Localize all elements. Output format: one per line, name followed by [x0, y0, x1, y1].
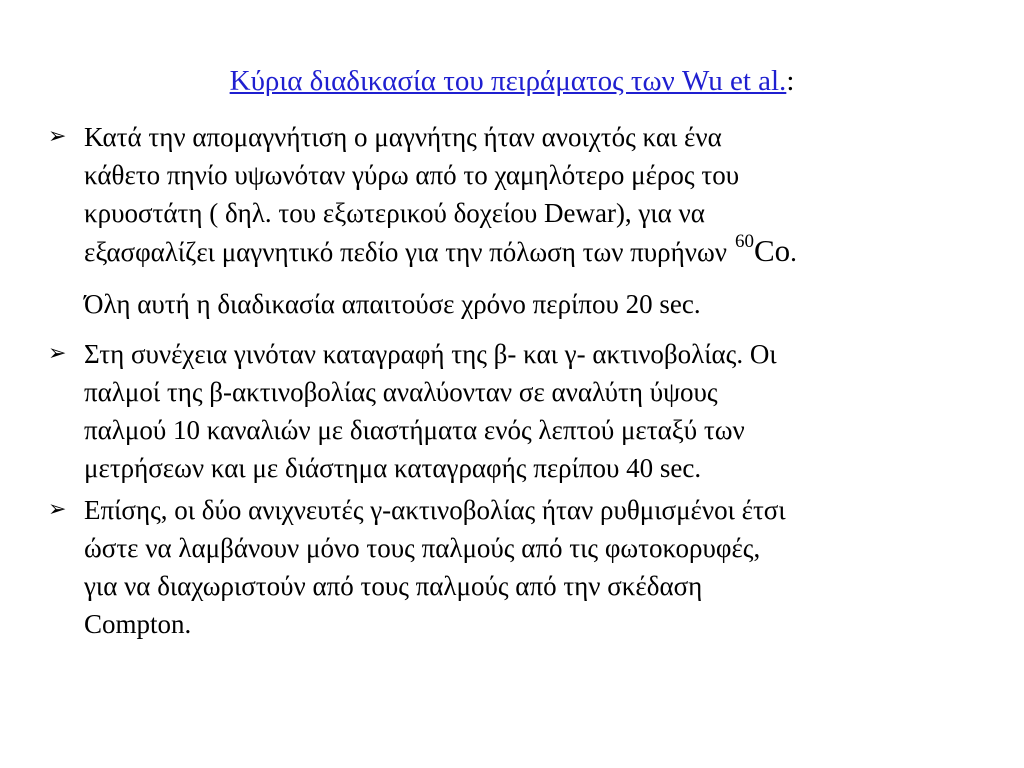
- isotope-element: Co: [753, 233, 791, 268]
- bullet-1-line-2: κάθετο πηνίο υψωνόταν γύρω από το χαμηλότερο μέρος του: [84, 160, 740, 190]
- bullet-2-line-2: παλμοί της β-ακτινοβολίας αναλύονταν σε αναλύτη ύψους: [84, 377, 718, 407]
- bullet-2-line-4: μετρήσεων και με διάστημα καταγραφής περίπου 40 sec.: [84, 453, 702, 483]
- bullet-1-line-3: κρυοστάτη ( δηλ. του εξωτερικού δοχείου Dewar), για να: [84, 198, 705, 228]
- bullet-3-line-2: ώστε να λαμβάνουν μόνο τους παλμούς από τις φωτοκορυφές,: [84, 533, 761, 563]
- bullet-3-line-3: για να διαχωριστούν από τους παλμούς από την σκέδαση: [84, 571, 703, 601]
- slide-body: [48, 118, 998, 643]
- arrow-bullet-icon: ➢: [48, 341, 67, 366]
- bullet-2-line-3: παλμού 10 καναλιών με διαστήματα ενός λεπτού μεταξύ των: [84, 415, 745, 445]
- title-suffix: :: [786, 65, 795, 97]
- bullet-1-continuation: Όλη αυτή η διαδικασία απαιτούσε χρόνο περίπου 20 sec.: [84, 289, 701, 319]
- isotope-label: [735, 232, 797, 271]
- bullet-item-3: [48, 491, 998, 643]
- bullet-1-line-4: [84, 232, 998, 271]
- arrow-bullet-icon: ➢: [48, 124, 67, 149]
- bullet-2-line-1: Στη συνέχεια γινόταν καταγραφή της β- και γ- ακτινοβολίας. Οι: [84, 339, 777, 369]
- bullet-3-line-4: Compton.: [84, 609, 192, 639]
- bullet-1-line-1: Κατά την απομαγνήτιση ο μαγνήτης ήταν ανοιχτός και ένα: [84, 122, 722, 152]
- bullet-3-line-1: Επίσης, οι δύο ανιχνευτές γ-ακτινοβολίας ήταν ρυθμισμένοι έτσι: [84, 495, 786, 525]
- arrow-bullet-icon: ➢: [48, 497, 67, 522]
- isotope-trailing: .: [790, 237, 797, 267]
- slide-title: [0, 62, 1024, 100]
- bullet-item-1: [48, 118, 998, 271]
- title-link[interactable]: Κύρια διαδικασία του πειράματος των Wu et al.: [229, 65, 787, 97]
- bullet-1-line-4-text: εξασφαλίζει μαγνητικό πεδίο για την πόλωση των πυρήνων: [84, 237, 727, 267]
- bullet-item-2: [48, 335, 998, 487]
- isotope-mass-number: 60: [734, 231, 754, 252]
